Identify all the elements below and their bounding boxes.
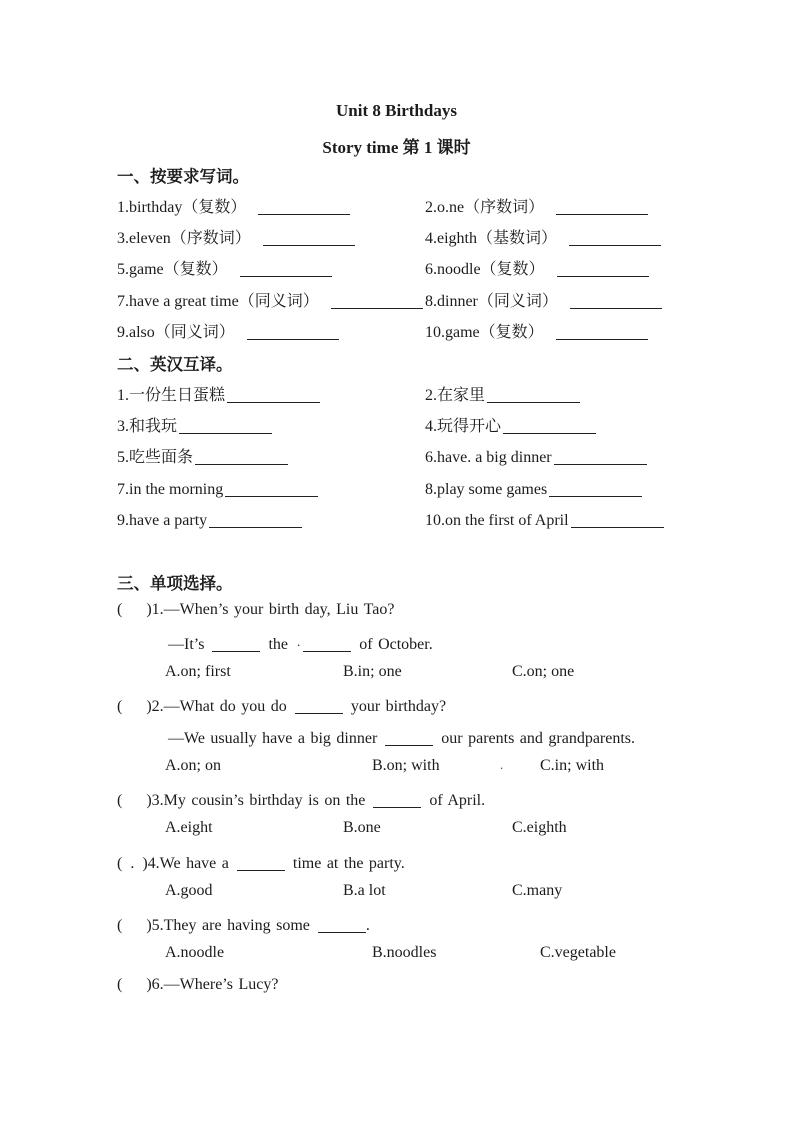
item-text: 10.game（复数） <box>425 323 544 341</box>
answer-blank <box>556 198 648 215</box>
sentence-part: our parents and grandparents. <box>441 730 636 747</box>
sentence-part: —We usually have a big dinner <box>168 730 378 747</box>
answer-blank <box>237 854 285 871</box>
option-c: C.in; with <box>540 757 605 774</box>
question-6-line-1: ( )6.—Where’s Lucy? <box>117 976 279 993</box>
question-1-options <box>117 663 757 685</box>
item-text: 7.have a great time（同义词） <box>117 292 319 310</box>
item-text: 2.o.ne（序数词） <box>425 199 545 216</box>
option-a: A.eight <box>165 819 213 836</box>
worksheet-item <box>117 414 425 445</box>
sentence-part: ( )2.—What do you do <box>117 698 287 715</box>
worksheet-item <box>425 445 757 476</box>
option-c: C.eighth <box>512 819 567 836</box>
item-text: 8.play some games <box>425 480 548 498</box>
item-text: 4.eighth（基数词） <box>425 230 557 248</box>
item-text: 3.eleven（序数词） <box>117 230 251 248</box>
worksheet-item <box>117 226 425 257</box>
item-text: 9.have a party <box>117 511 208 529</box>
answer-blank <box>373 791 421 808</box>
sentence-part: —It’s <box>168 636 205 653</box>
worksheet-item <box>425 257 757 288</box>
worksheet-item <box>117 445 425 476</box>
sentence-part: your birthday? <box>350 698 447 715</box>
question-5-options <box>117 944 757 966</box>
answer-blank <box>570 292 662 309</box>
sentence-part: the <box>268 636 288 653</box>
question-2-line-2 <box>168 726 635 749</box>
sentence-part: ( )5.They are having some <box>117 917 310 934</box>
answer-blank <box>209 511 302 528</box>
answer-blank <box>331 292 423 309</box>
answer-blank <box>318 916 366 933</box>
question-1-line-1: ( )1.—When’s your birth day, Liu Tao? <box>117 601 395 618</box>
item-text: 5.吃些面条 <box>117 449 194 467</box>
worksheet-item <box>117 508 425 539</box>
item-text: 1.一份生日蛋糕 <box>117 387 226 404</box>
item-text: 3.和我玩 <box>117 418 178 436</box>
question-2-options <box>117 757 757 779</box>
sentence-part: ( . )4.We have a <box>117 855 229 872</box>
sentence-part: of October. <box>359 636 433 653</box>
question-1-line-2 <box>168 632 433 655</box>
worksheet-item <box>425 226 757 257</box>
option-a: A.on; first <box>165 663 231 680</box>
option-c: C.vegetable <box>540 944 616 961</box>
worksheet-item <box>425 508 757 539</box>
answer-blank <box>571 511 664 528</box>
option-b: B.in; one <box>343 663 402 680</box>
worksheet-item <box>425 195 757 226</box>
answer-blank <box>385 729 433 746</box>
answer-blank <box>554 448 647 465</box>
answer-blank <box>549 480 642 497</box>
answer-blank <box>258 198 350 215</box>
answer-blank <box>503 417 596 434</box>
option-b: B.one <box>343 819 381 836</box>
section2-items <box>117 383 757 539</box>
option-b: B.noodles <box>372 944 437 961</box>
worksheet-item <box>117 195 425 226</box>
item-text: 9.also（同义词） <box>117 323 235 341</box>
answer-blank <box>263 229 355 246</box>
worksheet-item <box>117 320 425 351</box>
sentence-part: ( )3.My cousin’s birthday is on the <box>117 792 366 809</box>
section1-items <box>117 195 757 351</box>
doc-subtitle: Story time 第 1 课时 <box>322 138 471 157</box>
worksheet-item <box>117 289 425 320</box>
answer-blank <box>487 386 580 403</box>
item-text: 1.birthday（复数） <box>117 199 247 216</box>
item-text: 8.dinner（同义词） <box>425 292 558 310</box>
sentence-part: of April. <box>429 792 486 809</box>
stray-dot: . <box>500 757 504 772</box>
answer-blank <box>225 480 318 497</box>
sentence-part: . <box>365 917 370 934</box>
question-3-line-1 <box>117 788 485 811</box>
option-a: A.good <box>165 882 213 899</box>
answer-blank <box>179 417 272 434</box>
option-a: A.on; on <box>165 757 221 774</box>
section3-heading: 三、单项选择。 <box>117 574 233 593</box>
section1-heading: 一、按要求写词。 <box>117 167 249 186</box>
answer-blank <box>212 635 260 652</box>
answer-blank <box>195 448 288 465</box>
item-text: 2.在家里 <box>425 387 486 404</box>
answer-blank <box>247 323 339 340</box>
answer-blank <box>303 635 351 652</box>
answer-blank <box>569 229 661 246</box>
option-a: A.noodle <box>165 944 225 961</box>
sentence-part: time at the party. <box>292 855 405 872</box>
item-text: 7.in the morning <box>117 480 224 498</box>
item-text: 5.game（复数） <box>117 261 228 279</box>
question-5-line-1 <box>117 913 370 936</box>
stray-dot: . <box>297 634 301 649</box>
worksheet-item <box>425 477 757 508</box>
option-b: B.a lot <box>343 882 386 899</box>
item-text: 10.on the first of April <box>425 511 569 529</box>
worksheet-item <box>117 477 425 508</box>
doc-title: Unit 8 Birthdays <box>336 101 457 120</box>
worksheet-item <box>425 414 757 445</box>
answer-blank <box>227 386 320 403</box>
question-4-line-1 <box>117 851 405 874</box>
section2-heading: 二、英汉互译。 <box>117 355 233 374</box>
worksheet-item <box>425 289 757 320</box>
item-text: 4.玩得开心 <box>425 418 502 436</box>
answer-blank <box>556 323 648 340</box>
option-c: C.many <box>512 882 563 899</box>
question-3-options <box>117 819 757 841</box>
worksheet-item <box>425 383 757 414</box>
worksheet-item <box>117 383 425 414</box>
answer-blank <box>240 260 332 277</box>
question-2-line-1 <box>117 694 446 717</box>
option-b: B.on; with <box>372 757 440 774</box>
answer-blank <box>557 260 649 277</box>
worksheet-item <box>425 320 757 351</box>
item-text: 6.have. a big dinner <box>425 449 552 467</box>
answer-blank <box>295 697 343 714</box>
worksheet-item <box>117 257 425 288</box>
question-4-options <box>117 882 757 904</box>
option-c: C.on; one <box>512 663 575 680</box>
item-text: 6.noodle（复数） <box>425 261 545 279</box>
